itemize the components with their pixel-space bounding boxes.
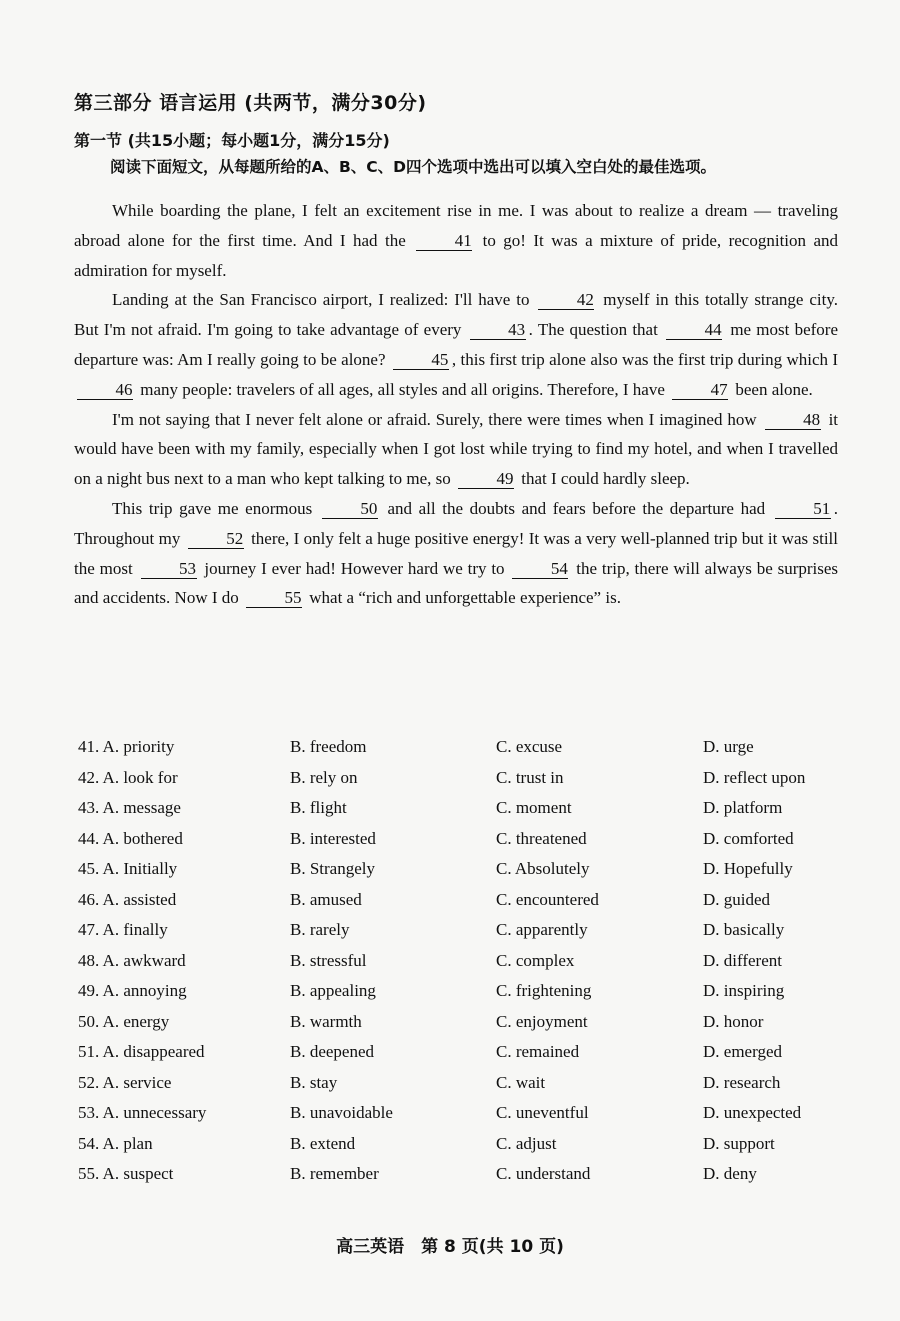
option-c: C. trust in bbox=[496, 767, 564, 787]
page-footer: 高三英语 第 8 页(共 10 页) bbox=[336, 1237, 564, 1257]
option-c: C. adjust bbox=[496, 1133, 557, 1153]
cloze-passage bbox=[74, 196, 838, 613]
option-b: B. deepened bbox=[290, 1042, 375, 1061]
option-a: 53. A. unnecessary bbox=[78, 1103, 207, 1122]
option-d: D. Hopefully bbox=[703, 859, 793, 878]
blank-51: 51 bbox=[775, 500, 831, 519]
option-b: B. freedom bbox=[290, 737, 367, 756]
option-d: D. support bbox=[703, 1133, 775, 1153]
option-b: B. flight bbox=[290, 798, 347, 817]
option-row-49 bbox=[78, 981, 858, 1012]
blank-53: 53 bbox=[141, 560, 197, 579]
option-a: 55. A. suspect bbox=[78, 1164, 174, 1183]
option-row-52 bbox=[78, 1073, 858, 1104]
option-c: C. encountered bbox=[496, 889, 599, 909]
instruction-text: 阅读下面短文，从每题所给的A、B、C、D四个选项中选出可以填入空白处的最佳选项。 bbox=[110, 158, 717, 176]
option-b: B. stressful bbox=[290, 950, 367, 970]
answer-options bbox=[78, 737, 858, 1195]
option-a: 48. A. awkward bbox=[78, 950, 186, 970]
blank-52: 52 bbox=[188, 530, 244, 549]
option-a: 43. A. message bbox=[78, 798, 181, 817]
paragraph-1: While boarding the plane, I felt an excitement rise in me. I was about to realize a dream — traveling abroad alone for the first time. And I had the 41 to go! It was a mixture of pride, recognition and admiration for myself. bbox=[74, 201, 839, 280]
blank-41: 41 bbox=[416, 232, 472, 251]
option-b: B. Strangely bbox=[290, 859, 375, 878]
option-c: C. remained bbox=[496, 1042, 580, 1061]
option-c: C. excuse bbox=[496, 737, 563, 756]
blank-54: 54 bbox=[512, 560, 568, 579]
blank-45: 45 bbox=[393, 351, 449, 370]
option-row-53 bbox=[78, 1103, 858, 1134]
paragraph-3: I'm not saying that I never felt alone or afraid. Surely, there were times when I imagined how 48 it would have been with my family, especially when I got lost while trying to find my hotel, and when I travelled on a night bus next to a man who kept talking to me, so 49 that I could hardly sleep. bbox=[74, 409, 839, 489]
option-d: D. inspiring bbox=[703, 981, 785, 1000]
option-a: 49. A. annoying bbox=[78, 981, 187, 1000]
option-d: D. research bbox=[703, 1072, 781, 1092]
option-c: C. wait bbox=[496, 1072, 546, 1092]
option-row-54 bbox=[78, 1134, 858, 1165]
option-d: D. unexpected bbox=[703, 1103, 802, 1122]
option-c: C. moment bbox=[496, 798, 572, 817]
option-c: C. Absolutely bbox=[496, 859, 590, 878]
blank-44: 44 bbox=[666, 321, 722, 340]
option-c: C. complex bbox=[496, 950, 575, 970]
option-row-44 bbox=[78, 829, 858, 860]
option-d: D. guided bbox=[703, 889, 771, 909]
option-b: B. rely on bbox=[290, 767, 358, 787]
option-b: B. remember bbox=[290, 1164, 379, 1183]
blank-46: 46 bbox=[77, 381, 133, 400]
option-a: 50. A. energy bbox=[78, 1011, 170, 1031]
option-b: B. rarely bbox=[290, 920, 350, 939]
option-row-46 bbox=[78, 890, 858, 921]
option-c: C. apparently bbox=[496, 920, 588, 939]
section-title: 第一节 (共15小题；每小题1分，满分15分) bbox=[74, 131, 390, 150]
option-c: C. understand bbox=[496, 1164, 591, 1183]
blank-47: 47 bbox=[672, 381, 728, 400]
option-a: 47. A. finally bbox=[78, 920, 168, 939]
option-a: 46. A. assisted bbox=[78, 889, 177, 909]
option-row-48 bbox=[78, 951, 858, 982]
option-row-50 bbox=[78, 1012, 858, 1043]
option-a: 52. A. service bbox=[78, 1072, 172, 1092]
option-a: 42. A. look for bbox=[78, 767, 178, 787]
blank-48: 48 bbox=[765, 411, 821, 430]
option-b: B. appealing bbox=[290, 981, 376, 1000]
option-a: 44. A. bothered bbox=[78, 828, 183, 848]
option-d: D. platform bbox=[703, 798, 783, 817]
blank-43: 43 bbox=[470, 321, 526, 340]
option-row-55 bbox=[78, 1164, 858, 1195]
option-d: D. emerged bbox=[703, 1042, 782, 1061]
option-b: B. warmth bbox=[290, 1011, 362, 1031]
option-d: D. reflect upon bbox=[703, 767, 806, 787]
blank-49: 49 bbox=[458, 470, 514, 489]
option-c: C. enjoyment bbox=[496, 1011, 588, 1031]
option-b: B. unavoidable bbox=[290, 1103, 393, 1122]
option-a: 54. A. plan bbox=[78, 1133, 153, 1153]
blank-55: 55 bbox=[246, 589, 302, 608]
option-d: D. different bbox=[703, 950, 782, 970]
option-row-42 bbox=[78, 768, 858, 799]
option-b: B. amused bbox=[290, 889, 362, 909]
option-c: C. threatened bbox=[496, 828, 587, 848]
option-a: 45. A. Initially bbox=[78, 859, 178, 878]
blank-42: 42 bbox=[538, 291, 594, 310]
option-c: C. frightening bbox=[496, 981, 592, 1000]
option-d: D. honor bbox=[703, 1011, 764, 1031]
option-d: D. comforted bbox=[703, 828, 794, 848]
option-a: 51. A. disappeared bbox=[78, 1042, 205, 1061]
option-row-41 bbox=[78, 737, 858, 768]
option-row-51 bbox=[78, 1042, 858, 1073]
option-b: B. stay bbox=[290, 1072, 338, 1092]
option-b: B. extend bbox=[290, 1133, 356, 1153]
option-d: D. basically bbox=[703, 920, 785, 939]
paragraph-2: Landing at the San Francisco airport, I realized: I'll have to 42 myself in this totally strange city. But I'm not afraid. I'm going to take advantage of every 43 . The question that 44 me most before departure was: Am I really going to be alone? 45 , this first trip alone also was the first trip during which I 46 many people: travelers of all ages, all styles and all origins. Therefore, I have 47 been alone. bbox=[74, 290, 839, 399]
option-b: B. interested bbox=[290, 828, 376, 848]
option-a: 41. A. priority bbox=[78, 737, 175, 756]
option-d: D. deny bbox=[703, 1164, 757, 1183]
blank-50: 50 bbox=[322, 500, 378, 519]
option-row-43 bbox=[78, 798, 858, 829]
option-d: D. urge bbox=[703, 737, 754, 756]
paragraph-4: This trip gave me enormous 50 and all the doubts and fears before the departure had 51 . Throughout my 52 there, I only felt a huge positive energy! It was a very well-planned trip but it was still the most 53 journey I ever had! However hard we try to 54 the trip, there will always be surprises and accidents. Now I do 55 what a “rich and unforgettable experience” is. bbox=[74, 498, 839, 608]
option-c: C. uneventful bbox=[496, 1103, 589, 1122]
part-title: 第三部分 语言运用 (共两节，满分30分) bbox=[74, 92, 427, 114]
option-row-45 bbox=[78, 859, 858, 890]
option-row-47 bbox=[78, 920, 858, 951]
